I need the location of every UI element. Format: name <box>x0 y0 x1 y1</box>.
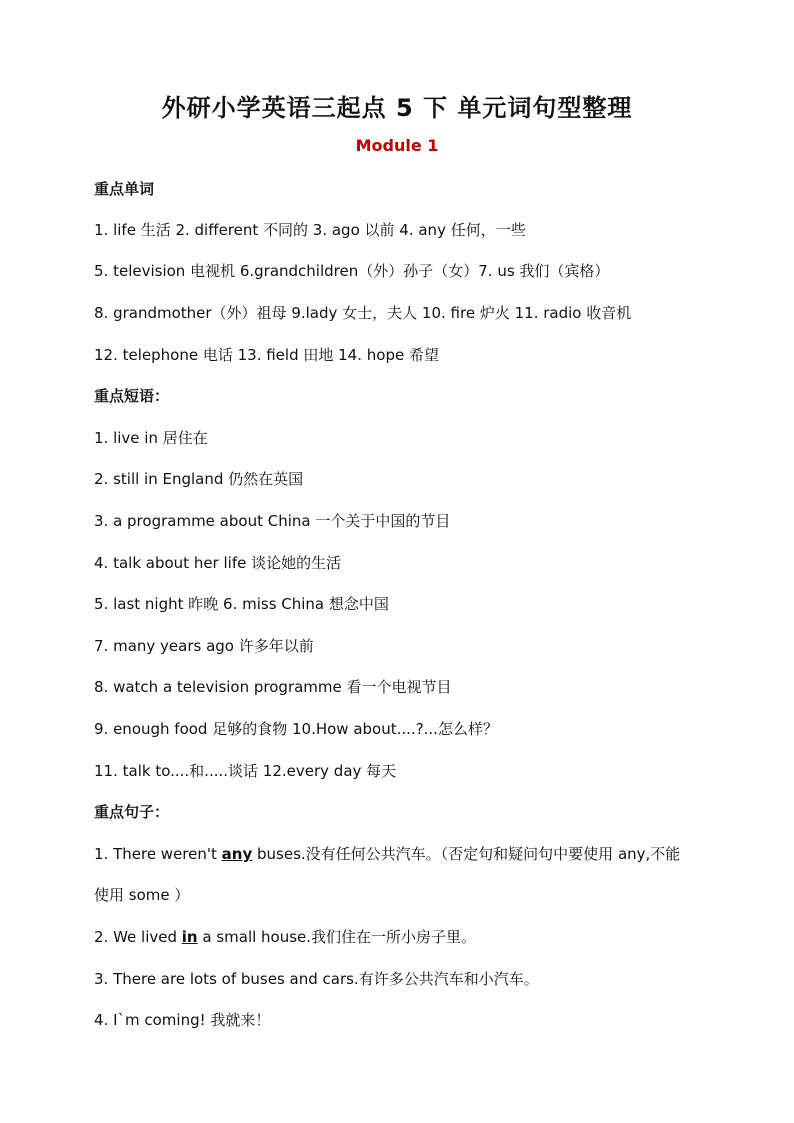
sentences-heading: 重点句子： <box>94 803 170 821</box>
sentence-line <box>94 926 734 948</box>
underlined-word: in <box>181 928 198 946</box>
phrase-line: 11. talk to....和.....谈话 12.every day 每天 <box>94 762 397 780</box>
sentence-line <box>94 843 734 865</box>
document-title: 外研小学英语三起点 5 下 单元词句型整理 <box>161 94 633 122</box>
words-line: 12. telephone 电话 13. field 田地 14. hope 希望 <box>94 346 439 364</box>
sentence-text: 2. We lived <box>94 928 182 946</box>
sentence-text: a small house.我们住在一所小房子里。 <box>197 928 477 946</box>
sentence-line: 3. There are lots of buses and cars.有许多公共汽车和小汽车。 <box>94 970 539 988</box>
words-line: 1. life 生活 2. different 不同的 3. ago 以前 4. any 任何，一些 <box>94 221 526 239</box>
phrase-line: 9. enough food 足够的食物 10.How about....?...怎么样？ <box>94 720 498 738</box>
phrase-line: 5. last night 昨晚 6. miss China 想念中国 <box>94 595 389 613</box>
sentence-text: 1. There weren't <box>94 845 222 863</box>
phrase-line: 8. watch a television programme 看一个电视节目 <box>94 678 452 696</box>
phrase-line: 3. a programme about China 一个关于中国的节目 <box>94 512 451 530</box>
words-heading: 重点单词 <box>94 180 155 198</box>
phrase-line: 1. live in 居住在 <box>94 429 208 447</box>
words-line: 8. grandmother（外）祖母 9.lady 女士，夫人 10. fire 炉火 11. radio 收音机 <box>94 304 632 322</box>
phrase-line: 7. many years ago 许多年以前 <box>94 637 314 655</box>
phrases-heading: 重点短语： <box>94 387 170 405</box>
sentence-line: 4. I`m coming! 我就来！ <box>94 1011 271 1029</box>
underlined-word: any <box>221 845 253 863</box>
module-heading: Module 1 <box>355 136 439 155</box>
sentence-text: buses.没有任何公共汽车。（否定句和疑问句中要使用 any,不能 <box>252 845 681 863</box>
phrase-line: 4. talk about her life 谈论她的生活 <box>94 554 342 572</box>
sentence-line: 使用 some ） <box>94 886 190 904</box>
phrase-line: 2. still in England 仍然在英国 <box>94 470 304 488</box>
words-line: 5. television 电视机 6.grandchildren（外）孙子（女）7. us 我们（宾格） <box>94 262 610 280</box>
